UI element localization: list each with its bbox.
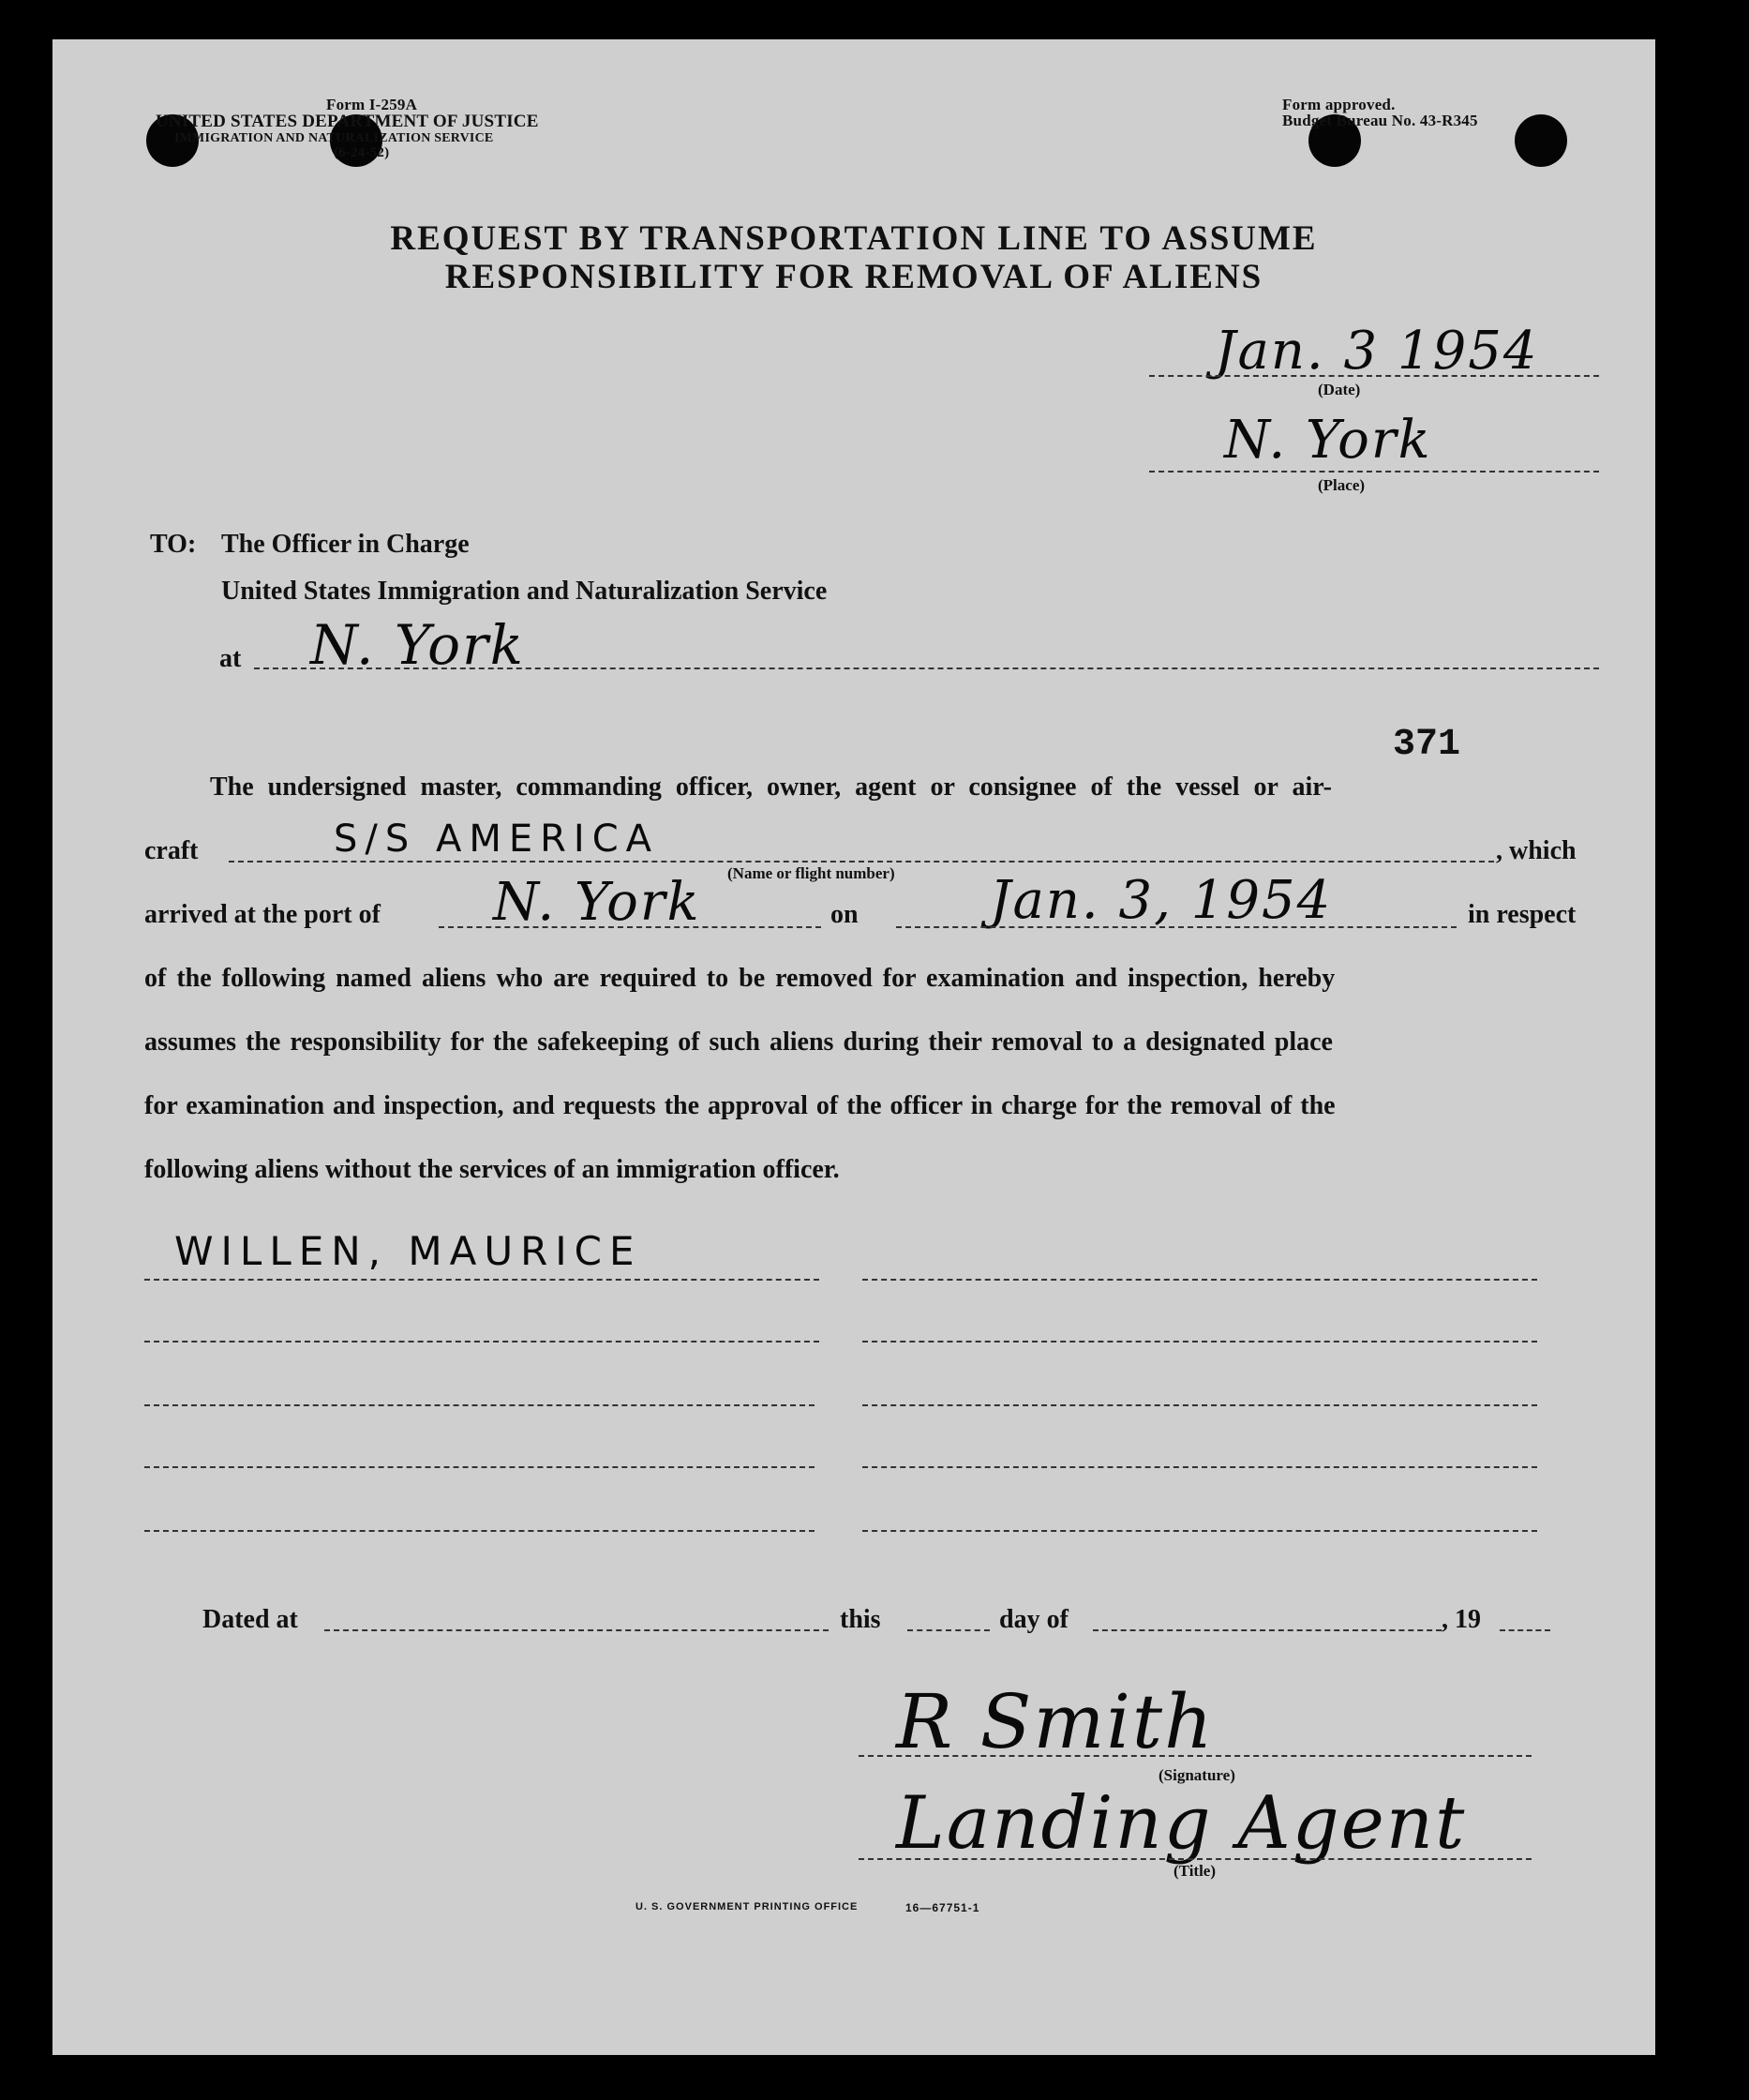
at-handwritten: N. York — [310, 613, 525, 677]
date-line — [1149, 375, 1599, 377]
alien-line — [862, 1466, 1537, 1468]
officer-in-charge: The Officer in Charge — [221, 530, 470, 559]
at-label: at — [219, 644, 242, 673]
approval-line-1: Form approved. — [1282, 96, 1396, 113]
this-label: this — [840, 1605, 881, 1634]
respect-label: in respect — [1468, 900, 1577, 929]
paragraph-line-5: assumes the responsibility for the safekeeping of such aliens during their removal to a designated place — [144, 1028, 1333, 1057]
ins-service: United States Immigration and Naturalization Service — [221, 577, 828, 606]
craft-line — [229, 861, 1494, 862]
dated-at-line — [324, 1629, 829, 1631]
signature-caption: (Signature) — [1159, 1766, 1235, 1784]
department-name: UNITED STATES DEPARTMENT OF JUSTICE — [156, 112, 539, 131]
month-line — [1093, 1629, 1442, 1631]
craft-handwritten: S/S AMERICA — [334, 818, 660, 861]
title-handwritten: Landing Agent — [896, 1781, 1467, 1866]
year-line — [1500, 1629, 1550, 1631]
form-title-line-1: REQUEST BY TRANSPORTATION LINE TO ASSUME — [390, 219, 1318, 258]
title-line — [859, 1858, 1532, 1860]
printer-code: 16—67751-1 — [905, 1901, 980, 1914]
form-title-line-2: RESPONSIBILITY FOR REMOVAL OF ALIENS — [444, 258, 1263, 296]
signature-line — [859, 1755, 1532, 1757]
to-label: TO: — [150, 530, 197, 559]
alien-line — [862, 1404, 1537, 1406]
alien-line — [144, 1341, 819, 1342]
port-handwritten: N. York — [493, 872, 701, 933]
at-line — [254, 668, 1599, 669]
alien-line — [862, 1279, 1537, 1281]
place-caption: (Place) — [1318, 476, 1366, 494]
alien-line — [144, 1466, 815, 1468]
day-line — [907, 1629, 990, 1631]
arrived-label: arrived at the port of — [144, 900, 381, 929]
craft-label: craft — [144, 836, 199, 865]
dated-at-label: Dated at — [202, 1605, 298, 1634]
alien-line — [144, 1530, 815, 1532]
title-caption: (Title) — [1173, 1862, 1217, 1880]
paragraph-line-7: following aliens without the services of an immigration officer. — [144, 1155, 840, 1184]
paragraph-line-4: of the following named aliens who are required to be removed for examination and inspection, hereby — [144, 964, 1336, 993]
signature-handwritten: R Smith — [896, 1678, 1215, 1765]
place-handwritten: N. York — [1224, 410, 1432, 471]
alien-line — [862, 1341, 1537, 1342]
service-name: IMMIGRATION AND NATURALIZATION SERVICE — [174, 131, 494, 145]
alien-line — [862, 1530, 1537, 1532]
alien-name-handwritten: WILLEN, MAURICE — [174, 1228, 642, 1274]
stamp-number: 371 — [1393, 724, 1461, 766]
on-label: on — [830, 900, 859, 929]
year-label: , 19 — [1442, 1605, 1481, 1634]
arrival-date-line — [896, 926, 1457, 928]
alien-line — [144, 1404, 815, 1406]
place-line — [1149, 471, 1599, 472]
paragraph-line-1: The undersigned master, commanding officer, owner, agent or consignee of the vessel or air- — [210, 772, 1332, 802]
port-line — [439, 926, 821, 928]
which-label: , which — [1496, 836, 1577, 865]
day-of-label: day of — [999, 1605, 1069, 1634]
form-page — [52, 39, 1655, 2055]
printer-credit: U. S. GOVERNMENT PRINTING OFFICE — [635, 1901, 859, 1912]
form-number: Form I-259A — [326, 96, 418, 113]
approval-line-2: Budget Bureau No. 43-R345 — [1282, 112, 1478, 129]
punch-hole-icon — [1515, 114, 1567, 167]
paragraph-line-6: for examination and inspection, and requests the approval of the officer in charge for the removal of the — [144, 1091, 1336, 1120]
craft-caption: (Name or flight number) — [727, 864, 895, 882]
date-caption: (Date) — [1318, 381, 1361, 398]
form-revision: (6-24-52) — [334, 145, 390, 160]
alien-line — [144, 1279, 819, 1281]
arrival-date-handwritten: Jan. 3, 1954 — [990, 870, 1333, 931]
date-handwritten: Jan. 3 1954 — [1215, 321, 1539, 382]
